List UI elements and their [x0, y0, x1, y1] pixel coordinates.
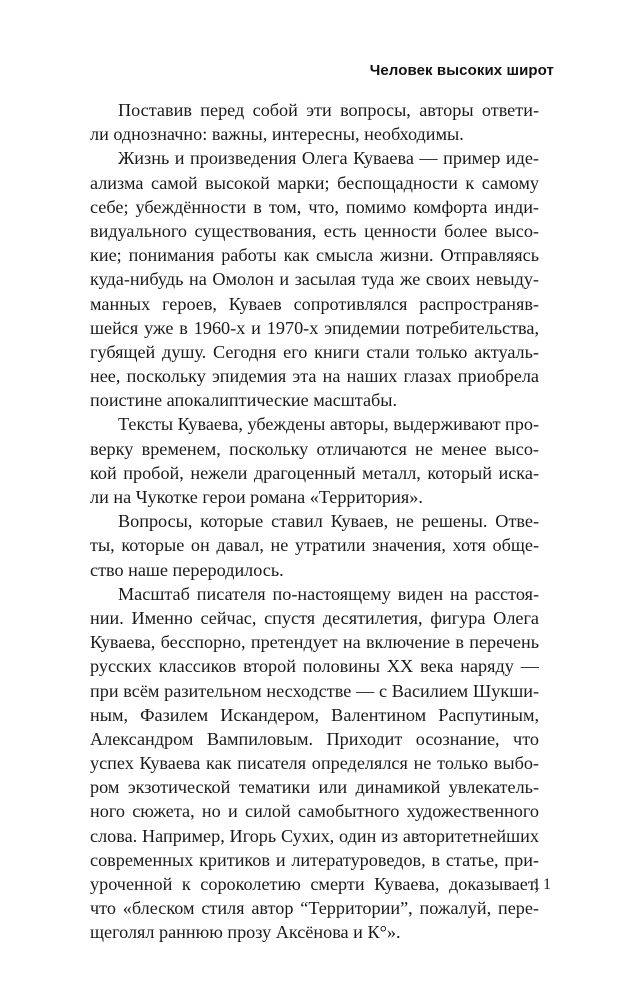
text-line: ство наше переродилось. [90, 559, 284, 580]
text-line: русских классиков второй половины XX века наряду — [90, 656, 539, 677]
text-line: нее, поскольку эпидемия эта на наших глазах приобрела [90, 366, 539, 387]
text-line: верку временем, поскольку отличаются не менее высо- [90, 438, 539, 459]
text-line: Поставив перед собой эти вопросы, авторы ответи- [118, 100, 539, 120]
text-line: себе; убеждённости в том, что, помимо комфорта инди- [90, 196, 539, 217]
text-line: успех Куваева как писателя определялся не только выбо- [90, 753, 539, 774]
text-line: ром экзотической тематики или динамикой увлекатель- [90, 777, 539, 798]
text-line: манных героев, Куваев сопротивлялся распространяв- [90, 293, 539, 314]
text-line: что «блеском стиля автор “Территории”, пожалуй, пере- [90, 898, 539, 919]
text-line: ты, которые он давал, не утратили значения, хотя обще- [90, 535, 539, 556]
text-line: Куваева, бесспорно, претендует на включение в перечень [90, 632, 539, 653]
text-line: Жизнь и произведения Олега Куваева — пример иде- [118, 148, 539, 169]
paragraph [90, 98, 539, 146]
text-line: кие; понимания работы как смысла жизни. Отправляясь [90, 245, 539, 266]
text-line: губящей душу. Сегодня его книги стали только актуаль- [90, 341, 539, 362]
paragraph [90, 509, 539, 582]
text-line: ли на Чукотке герои романа «Территория». [90, 487, 423, 507]
text-line: нии. Именно сейчас, спустя десятилетия, фигура Олега [90, 607, 539, 628]
text-line: слова. Например, Игорь Сухих, один из авторитетнейших [90, 825, 539, 846]
text-line: шейся уже в 1960-х и 1970-х эпидемии потребительства, [90, 317, 539, 338]
text-line: Вопросы, которые ставил Куваев, не решены. Отве- [118, 511, 539, 532]
text-line: современных критиков и литературоведов, в статье, при- [90, 849, 539, 870]
text-line: кой пробой, нежели драгоценный металл, который иска- [90, 462, 539, 483]
text-line: ализма самой высокой марки; беспощадности к самому [90, 172, 539, 193]
text-line: Тексты Куваева, убеждены авторы, выдерживают про- [118, 414, 540, 435]
page-number: 11 [532, 876, 554, 893]
text-line: уроченной к сороколетию смерти Куваева, доказывает, [90, 874, 539, 894]
text-line: куда-нибудь на Омолон и засылая туда же своих невыду- [90, 269, 539, 290]
paragraph [90, 412, 539, 509]
paragraph [90, 582, 539, 945]
paragraph [90, 146, 539, 412]
text-line: видуального существования, есть ценности более высо- [90, 220, 539, 241]
text-line: ным, Фазилем Искандером, Валентином Распутиным, [90, 704, 539, 725]
text-line: ного сюжета, но и силой самобытного художественного [90, 801, 539, 822]
text-line: поистине апокалиптические масштабы. [90, 390, 398, 411]
text-body [90, 98, 539, 945]
text-line: Александром Вампиловым. Приходит осознание, что [90, 728, 539, 749]
running-header: Человек высоких широт [369, 62, 554, 79]
text-line: Масштаб писателя по-настоящему виден на расстоя- [118, 583, 539, 604]
text-line: ли однозначно: важны, интересны, необходимы. [90, 124, 464, 145]
text-line: при всём разительном несходстве — с Василием Шукши- [90, 680, 539, 701]
text-line: щеголял раннюю прозу Аксёнова и К°». [90, 922, 401, 943]
